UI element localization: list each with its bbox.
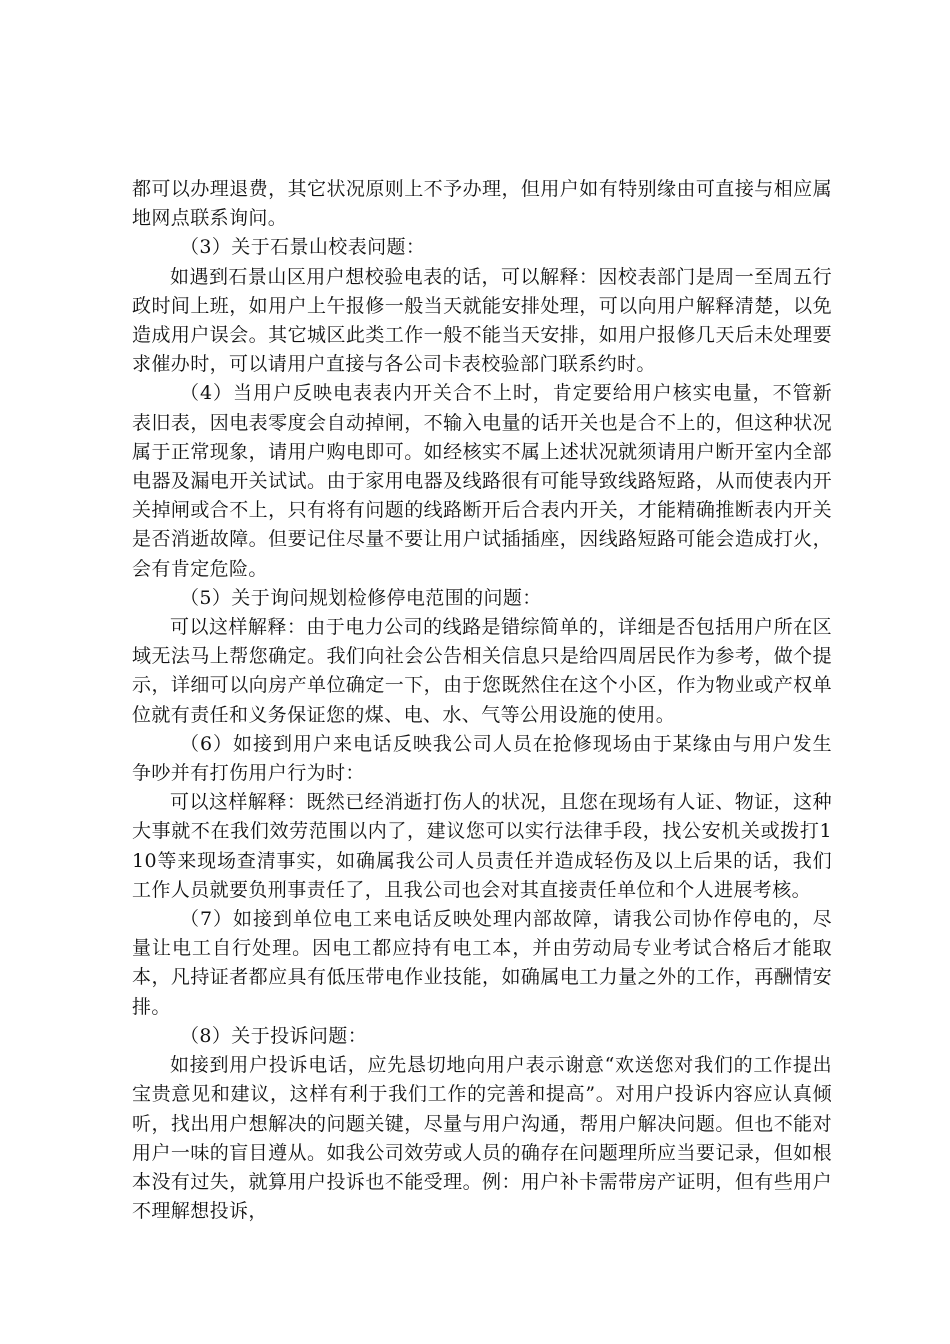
paragraph-heading-3: （3）关于石景山校表问题： (180, 236, 426, 259)
paragraph-body-5: 可以这样解释：由于电力公司的线路是错综简单的，详细是否包括用户所在区域无法马上帮您确定。我们向社会公告相关信息只是给四周居民作为参考，做个提示，详细可以向房产单位确定一下，由于您既然住在这个小区，作为物业或产权单位就有责任和义务保证您的煤、电、水、气等公用设施的使用。 (132, 616, 832, 726)
paragraph-body-6: 可以这样解释：既然已经消逝打伤人的状况，且您在现场有人证、物证，这种大事就不在我们效劳范围以内了，建议您可以实行法律手段，找公安机关或拨打110等来现场查清事实，如确属我公司人员责任并造成轻伤及以上后果的话，我们工作人员就要负刑事责任了，且我公司也会对其直接责任单位和个人进展考核。 (132, 791, 832, 901)
paragraph-heading-5: （5）关于询问规划检修停电范围的问题： (180, 586, 542, 609)
paragraph-continuation: 都可以办理退费，其它状况原则上不予办理，但用户如有特别缘由可直接与相应属地网点联系询问。 (132, 178, 832, 230)
document-body (132, 175, 832, 1226)
paragraph-heading-6: （6）如接到用户来电话反映我公司人员在抢修现场由于某缘由与用户发生争吵并有打伤用户行为时： (132, 732, 832, 785)
paragraph-body-8: 如接到用户投诉电话，应先恳切地向用户表示谢意“欢送您对我们的工作提出宝贵意见和建议，这样有利于我们工作的完善和提高”。对用户投诉内容应认真倾听，找出用户想解决的问题关键，尽量与用户沟通，帮用户解决问题。但也不能对用户一味的盲目遵从。如我公司效劳或人员的确存在问题理所应当要记录，但如根本没有过失，就算用户投诉也不能受理。例：用户补卡需带房产证明，但有些用户不理解想投诉， (132, 1054, 832, 1223)
paragraph-item-4: （4）当用户反映电表表内开关合不上时，肯定要给用户核实电量，不管新表旧表，因电表零度会自动掉闸，不输入电量的话开关也是合不上的，但这种状况属于正常现象，请用户购电即可。如经核实不属上述状况就须请用户断开室内全部电器及漏电开关试试。由于家用电器及线路很有可能导致线路短路，从而使表内开关掉闸或合不上，只有将有问题的线路断开后合表内开关，才能精确推断表内开关是否消逝故障。但要记住尽量不要让用户试插插座，因线路短路可能会造成打火，会有肯定危险。 (132, 382, 832, 580)
paragraph-body-3: 如遇到石景山区用户想校验电表的话，可以解释：因校表部门是周一至周五行政时间上班，如用户上午报修一般当天就能安排处理，可以向用户解释清楚，以免造成用户误会。其它城区此类工作一般不能当天安排，如用户报修几天后未处理要求催办时，可以请用户直接与各公司卡表校验部门联系约时。 (132, 265, 832, 376)
paragraph-heading-8: （8）关于投诉问题： (180, 1024, 368, 1047)
paragraph-item-7: （7）如接到单位电工来电话反映处理内部故障，请我公司协作停电的，尽量让电工自行处理。因电工都应持有电工本，并由劳动局专业考试合格后才能取本，凡持证者都应具有低压带电作业技能，如确属电工力量之外的工作，再酬情安排。 (132, 908, 832, 1018)
